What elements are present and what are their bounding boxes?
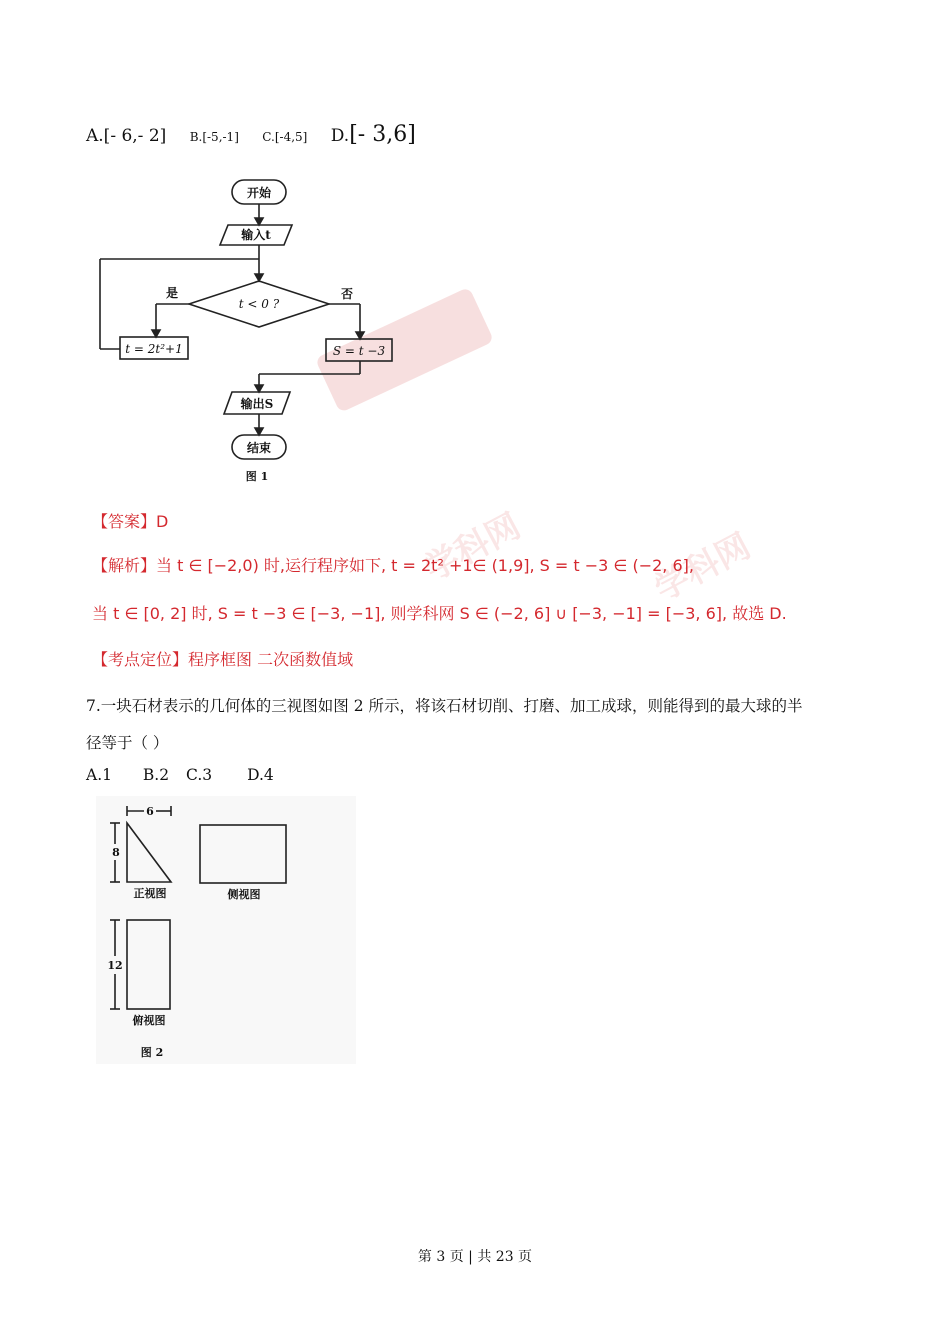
dim-height-label: 8 (112, 846, 120, 859)
watermark-text-2: 学科网 (648, 525, 758, 610)
flowchart-figure (90, 172, 510, 492)
page-footer: 第 3 页 | 共 23 页 (417, 1249, 533, 1265)
flow-input-label: 输入t (241, 228, 271, 242)
flow-no-label: 否 (341, 287, 354, 301)
flow-output-label: 输出S (240, 397, 274, 411)
flow-yes-process-label: t = 2t²+1 (125, 342, 183, 356)
front-view-label: 正视图 (133, 887, 167, 900)
flow-condition-label: t < 0 ? (238, 297, 280, 311)
three-views-figure (96, 796, 396, 1066)
dim-width-label: 6 (146, 805, 154, 818)
q7-option-a: A.1 (86, 766, 112, 784)
question-7-line-1: 7.一块石材表示的几何体的三视图如图 2 所示，将该石材切削、打磨、加工成球，则能得到的最大球的半 (86, 697, 803, 715)
q6-option-c: C.[-4,5] (262, 130, 308, 144)
top-view-label: 俯视图 (132, 1014, 166, 1027)
flow-yes-label: 是 (166, 286, 179, 300)
answer-line: 【答案】D (92, 512, 169, 531)
figure-2-caption: 图 2 (140, 1046, 164, 1059)
q7-option-b: B.2 (142, 766, 170, 784)
analysis-line-2: 当 t ∈ [0, 2] 时, S = t −3 ∈ [−3, −1], 则学科网 S ∈ (−2, 6] ∪ [−3, −1] = [−3, 6], 故选 D. (92, 604, 787, 623)
q7-option-d: D.4 (247, 766, 274, 784)
flow-end-label: 结束 (246, 441, 272, 455)
q6-option-b: B.[-5,-1] (189, 130, 239, 144)
q6-option-d-value: [- 3,6] (349, 122, 416, 147)
q7-option-c: C.3 (186, 766, 213, 784)
q6-options (86, 122, 434, 147)
question-7-options (86, 766, 274, 784)
watermark-text: 学科网 (418, 505, 528, 590)
question-7-line-2: 径等于（ ） (86, 734, 169, 752)
flow-caption: 图 1 (245, 470, 269, 483)
side-view-label: 侧视图 (227, 888, 261, 901)
flow-start-label: 开始 (246, 186, 272, 200)
q6-option-d-prefix: D. (330, 126, 350, 146)
q6-option-d (330, 122, 416, 147)
q6-option-a: A.[- 6,- 2] (86, 126, 167, 146)
knowledge-point: 【考点定位】程序框图 二次函数值域 (92, 650, 354, 669)
flow-no-process-label: S = t −3 (332, 344, 386, 358)
dim-depth-label: 12 (107, 959, 123, 972)
analysis-line-1: 【解析】当 t ∈ [−2,0) 时,运行程序如下, t = 2t² +1∈ (1,9], S = t −3 ∈ (−2, 6], (92, 556, 694, 575)
